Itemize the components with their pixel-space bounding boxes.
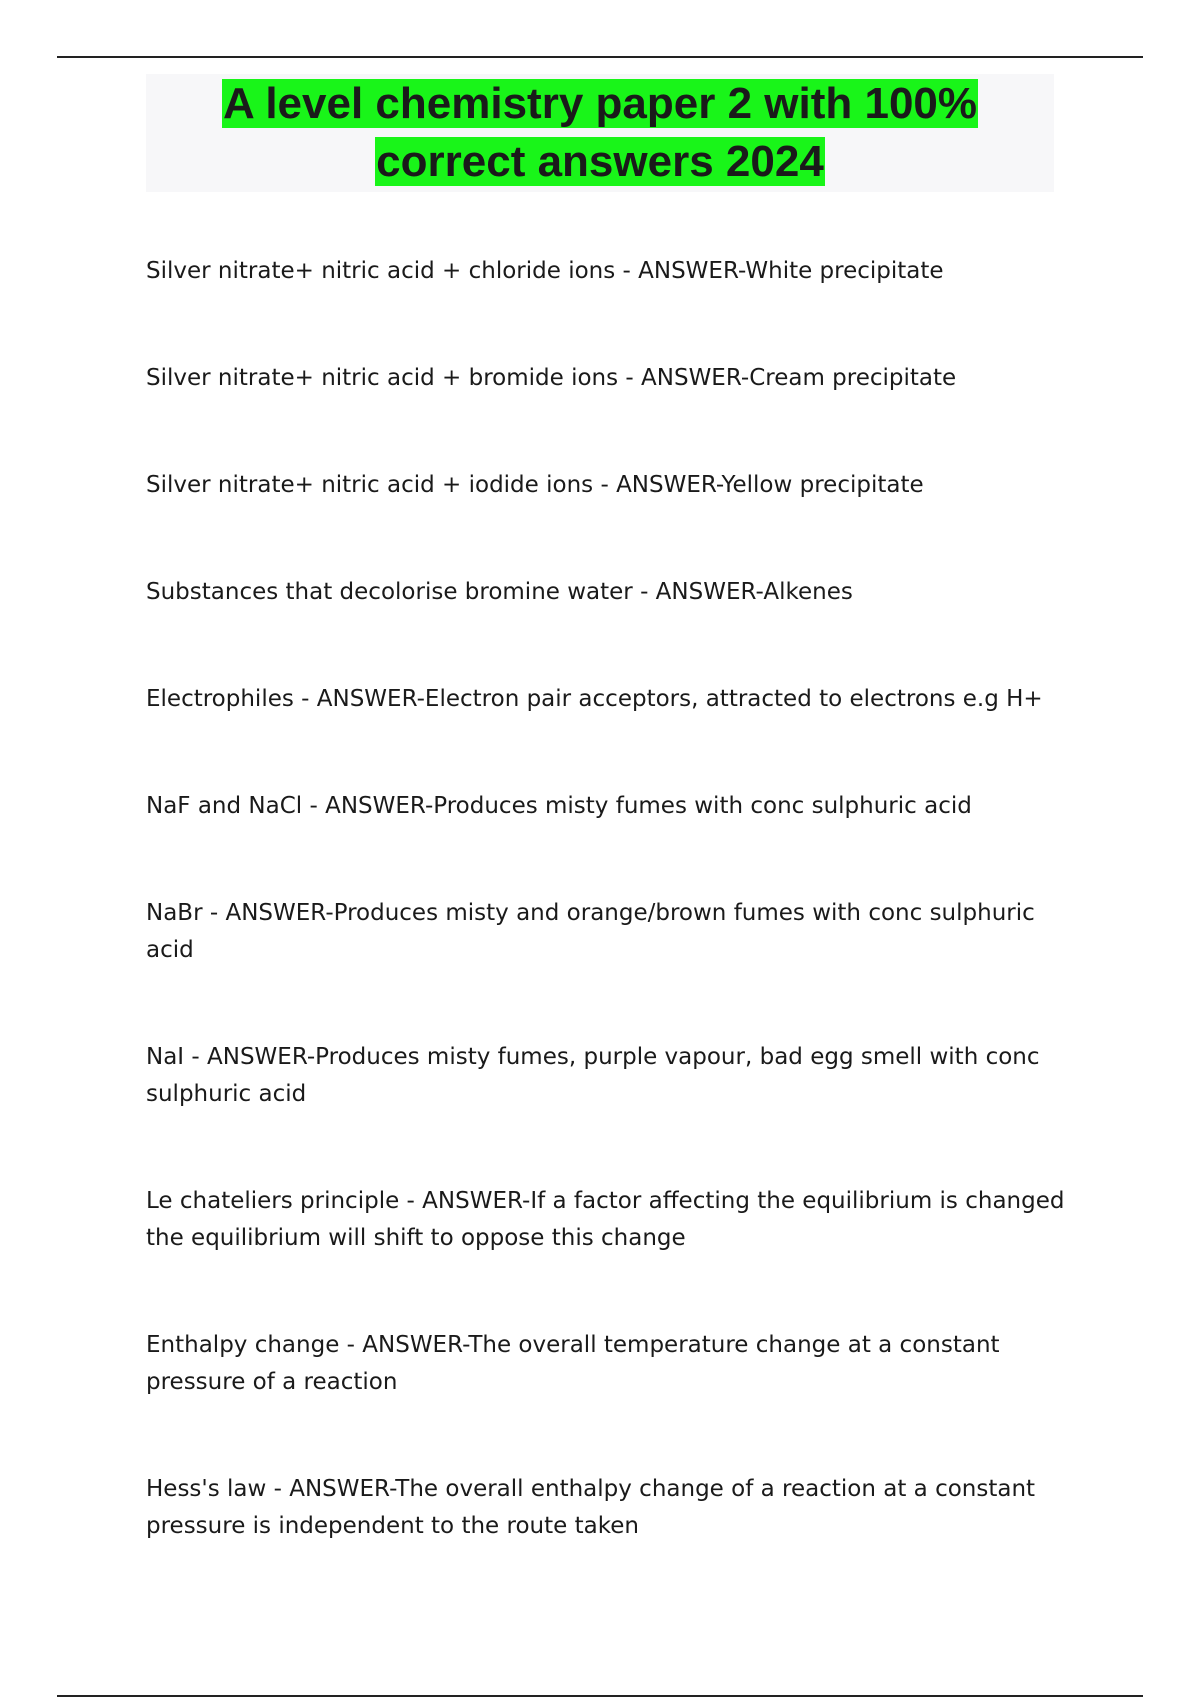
- qa-entry-8: NaI - ANSWER-Produces misty fumes, purple vapour, bad egg smell with conc sulphuric acid: [146, 1044, 1040, 1107]
- qa-entry-7: NaBr - ANSWER-Produces misty and orange/brown fumes with conc sulphuric acid: [146, 900, 1035, 963]
- qa-entry-5: Electrophiles - ANSWER-Electron pair acceptors, attracted to electrons e.g H+: [146, 686, 1043, 712]
- top-rule: [57, 56, 1143, 58]
- qa-entry-4: Substances that decolorise bromine water - ANSWER-Alkenes: [146, 579, 853, 605]
- document-title: A level chemistry paper 2 with 100% correct answers 2024: [222, 79, 978, 186]
- qa-entry-10: Enthalpy change - ANSWER-The overall temperature change at a constant pressure of a reaction: [146, 1332, 1000, 1395]
- qa-entry-3: Silver nitrate+ nitric acid + iodide ions - ANSWER-Yellow precipitate: [146, 472, 924, 498]
- title-block: [146, 74, 1054, 192]
- qa-entry-2: Silver nitrate+ nitric acid + bromide ions - ANSWER-Cream precipitate: [146, 365, 957, 391]
- qa-entry-9: Le chateliers principle - ANSWER-If a factor affecting the equilibrium is changed the equilibrium will shift to oppose this change: [146, 1188, 1065, 1251]
- qa-entry-1: Silver nitrate+ nitric acid + chloride ions - ANSWER-White precipitate: [146, 258, 944, 284]
- bottom-rule: [57, 1695, 1143, 1697]
- qa-entry-6: NaF and NaCl - ANSWER-Produces misty fumes with conc sulphuric acid: [146, 793, 972, 819]
- qa-entry-11: Hess's law - ANSWER-The overall enthalpy change of a reaction at a constant pressure is independent to the route taken: [146, 1476, 1036, 1539]
